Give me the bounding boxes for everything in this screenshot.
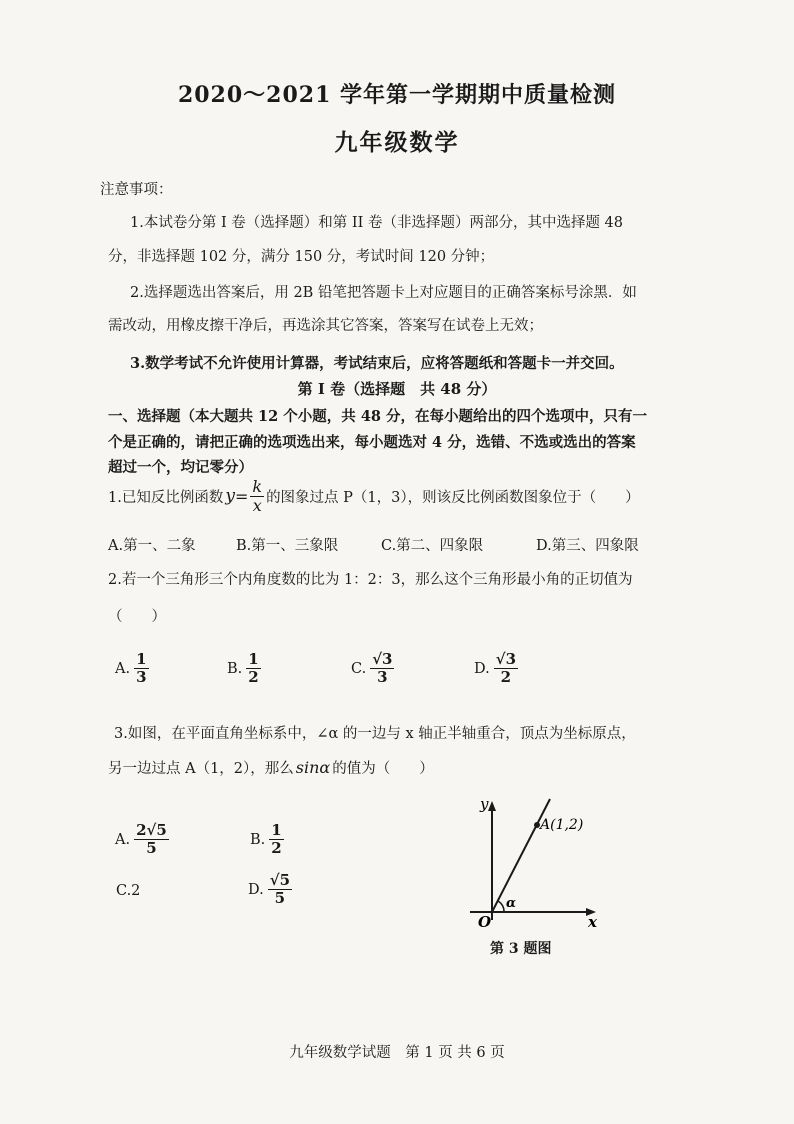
note-item-2-line-2: 需改动，用橡皮擦干净后，再选涂其它答案，答案写在试卷上无效； [108, 318, 543, 334]
angle-terminal-side [492, 799, 550, 912]
q1-frac-num: k [252, 477, 263, 496]
section-intro-line-1: 一、选择题（本大题共 12 个小题，共 48 分，在每小题给出的四个选项中，只有一 [108, 408, 648, 425]
q3-option-d [248, 872, 292, 908]
note-item-1-line-1: 1.本试卷分第 I 卷（选择题）和第 II 卷（非选择题）两部分，其中选择题 48 [130, 215, 624, 231]
q3-sin-alpha: sinα [295, 758, 331, 777]
angle-label: α [506, 896, 517, 911]
q2-option-b-num: 1 [248, 650, 259, 668]
q2-option-d-label: D. [474, 660, 490, 677]
q3-figure-caption: 第 3 题图 [490, 941, 552, 957]
q1-suffix: 的图象过点 P（1，3），则该反比例函数图象位于（ ） [266, 489, 640, 506]
exam-subject: 九年级数学 [334, 129, 460, 156]
q1-frac-den: x [252, 495, 262, 515]
y-axis-arrow [488, 801, 496, 811]
q1-prefix: 1.已知反比例函数 [108, 489, 224, 506]
x-axis-label: x [588, 913, 597, 931]
q3-line2-suffix: 的值为（ ） [332, 761, 434, 777]
q3-option-d-den: 5 [274, 889, 286, 908]
q3-option-a-den: 5 [146, 839, 157, 858]
q3-option-d-num: √5 [269, 871, 291, 889]
q2-option-d-num: √3 [495, 650, 517, 668]
q2-option-b-den: 2 [248, 668, 259, 687]
q2-option-a-den: 3 [136, 668, 147, 687]
q3-option-b-num: 1 [271, 821, 282, 839]
q1-option-b: B.第一、三象限 [236, 538, 339, 554]
section-intro-line-2: 个是正确的，请把正确的选项选出来，每小题选对 4 分，选错、不选或选出的答案 [108, 434, 636, 451]
q2-option-d-den: 2 [500, 668, 512, 687]
note-item-3: 3.数学考试不允许使用计算器，考试结束后，应将答题纸和答题卡一并交回。 [130, 355, 624, 372]
q2-option-a-label: A. [115, 660, 131, 677]
q3-option-c-label: C.2 [116, 883, 141, 899]
section-intro-line-3: 超过一个，均记零分） [108, 459, 253, 476]
q1-var-y: y [225, 486, 235, 507]
q2-option-b-label: B. [227, 660, 243, 677]
origin-label: O [478, 913, 492, 931]
q2-option-c-label: C. [351, 660, 367, 677]
exam-title: 2020～2021 学年第一学期期中质量检测 [177, 82, 617, 108]
question-2-line-2: （ ） [108, 609, 166, 625]
q1-option-a: A.第一、二象 [108, 538, 196, 554]
q2-option-a [115, 651, 149, 687]
q2-option-a-fraction [134, 651, 148, 687]
note-item-1-line-2: 分，非选择题 102 分，满分 150 分，考试时间 120 分钟； [108, 249, 495, 265]
q3-option-c [116, 883, 140, 899]
question-2-line-1: 2.若一个三角形三个内角度数的比为 1：2：3，那么这个三角形最小角的正切值为 [108, 572, 633, 588]
q2-option-b-fraction [246, 651, 260, 687]
q1-option-d: D.第三、四象限 [536, 538, 639, 554]
q3-option-a-num: 2√5 [136, 821, 167, 839]
q3-option-b-den: 2 [271, 839, 282, 858]
q2-option-a-num: 1 [136, 650, 147, 668]
q3-option-a-label: A. [115, 831, 131, 848]
q2-option-d [474, 651, 518, 687]
q1-fraction [250, 478, 264, 514]
q3-coordinate-figure [462, 795, 612, 935]
q3-option-a [115, 822, 169, 858]
q3-option-a-fraction [134, 822, 169, 858]
question-1-stem [108, 478, 640, 514]
note-item-2-line-1: 2.选择题选出答案后，用 2B 铅笔把答题卡上对应题目的正确答案标号涂黑．如 [130, 285, 637, 301]
point-a-label: A(1,2) [540, 817, 584, 833]
q3-option-b-label: B. [250, 831, 266, 848]
q2-option-d-fraction [494, 651, 518, 687]
section-heading: 第 I 卷（选择题 共 48 分） [297, 380, 497, 398]
q2-option-c-fraction [370, 651, 394, 687]
q1-option-c: C.第二、四象限 [381, 538, 484, 554]
q2-option-b [227, 651, 261, 687]
q2-option-c-den: 3 [377, 668, 388, 687]
q3-option-b [250, 822, 284, 858]
question-3-line-2 [108, 757, 434, 778]
q2-option-c [351, 651, 394, 687]
question-3-line-1: 3.如图，在平面直角坐标系中，∠α 的一边与 x 轴正半轴重合，顶点为坐标原点， [114, 726, 636, 742]
notes-heading: 注意事项： [100, 182, 173, 198]
q3-option-d-fraction [268, 872, 292, 908]
page-footer: 九年级数学试题 第 1 页 共 6 页 [289, 1045, 505, 1061]
q2-option-c-num: √3 [372, 650, 393, 668]
q3-option-d-label: D. [248, 881, 264, 898]
angle-arc [498, 901, 504, 912]
q3-line2-prefix: 另一边过点 A（1，2），那么 [108, 761, 294, 777]
q1-equals: = [234, 486, 249, 506]
y-axis-label: y [480, 795, 489, 813]
q3-option-b-fraction [269, 822, 283, 858]
